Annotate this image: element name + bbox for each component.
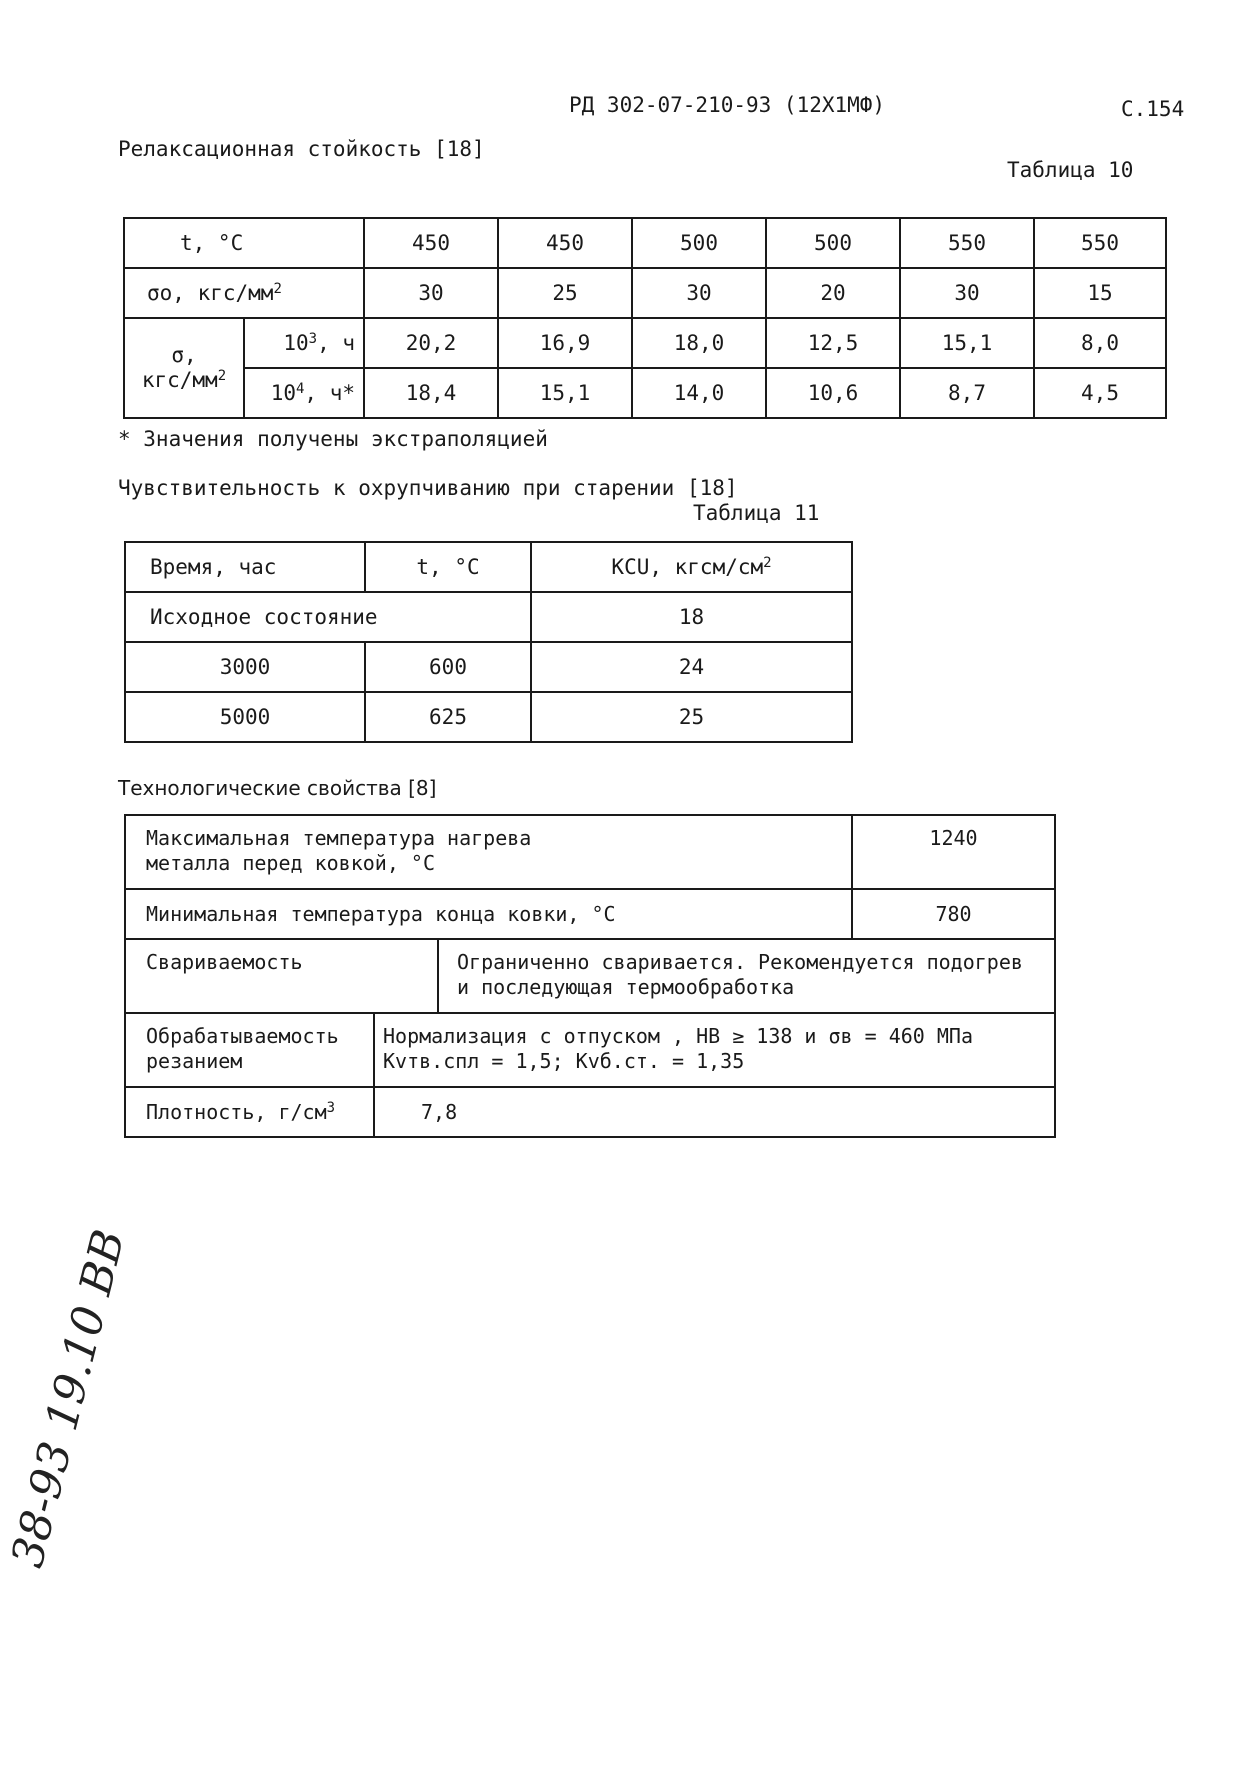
time-header: Время, час [125, 542, 365, 592]
stress-cell: 15 [1034, 268, 1166, 318]
table10-footnote: * Значения получены экстраполяцией [118, 427, 548, 451]
value-cell: 14,0 [632, 368, 766, 418]
table-row [125, 815, 1055, 889]
value-cell: 8,7 [900, 368, 1034, 418]
embrittlement-table [124, 541, 853, 743]
temp-cell: 550 [1034, 218, 1166, 268]
value-cell: 20,2 [364, 318, 498, 368]
kcu-cell: 25 [531, 692, 852, 742]
kcu-cell: 24 [531, 642, 852, 692]
machinability-table [124, 1012, 1056, 1138]
time-cell: 5000 [125, 692, 365, 742]
value-cell: 4,5 [1034, 368, 1166, 418]
value-cell: 15,1 [900, 318, 1034, 368]
table-row [125, 642, 852, 692]
table-row [125, 939, 1055, 1013]
min-forging-temp-value: 780 [852, 889, 1055, 939]
table-row [125, 1013, 1055, 1087]
table-row [125, 889, 1055, 939]
stress-cell: 30 [364, 268, 498, 318]
table11-header-row [125, 542, 852, 592]
initial-stress-label: σо, кгс/$мм^2$ [124, 268, 364, 318]
temp-cell: 500 [632, 218, 766, 268]
weldability-value: Ограниченно сваривается. Рекомендуется подогрев и последующая термообработка [438, 939, 1055, 1013]
weldability-label: Свариваемость [125, 939, 438, 1013]
relaxation-section-title: Релаксационная стойкость [18] [118, 137, 485, 161]
residual-stress-label: σ, кгс/$мм^2$ [124, 318, 244, 418]
temp-cell: 450 [364, 218, 498, 268]
table-row [125, 1087, 1055, 1137]
temperature-label: t, °С [124, 218, 364, 268]
kcu-header: KCU, кгсм/$см^2$ [531, 542, 852, 592]
temp-cell: 450 [498, 218, 632, 268]
max-forging-temp-label: Максимальная температура нагрева металла перед ковкой, °С [125, 815, 852, 889]
stress-cell: 20 [766, 268, 900, 318]
temperature-header: t, °С [365, 542, 531, 592]
weldability-table [124, 938, 1056, 1014]
handwritten-signature: 38-93 19.10 ВВ [2, 1224, 136, 1573]
value-cell: 15,1 [498, 368, 632, 418]
temp-cell: 500 [766, 218, 900, 268]
stress-cell: 30 [900, 268, 1034, 318]
table11-caption: Таблица 11 [693, 501, 820, 525]
temperature-row [124, 218, 1166, 268]
forging-table [124, 814, 1056, 940]
temp-cell: 550 [900, 218, 1034, 268]
value-cell: 16,9 [498, 318, 632, 368]
value-cell: 18,4 [364, 368, 498, 418]
max-forging-temp-value: 1240 [852, 815, 1055, 889]
density-label: Плотность, $г/см^3$ [125, 1087, 374, 1137]
min-forging-temp-label: Минимальная температура конца ковки, °С [125, 889, 852, 939]
page-number: С.154 [1121, 97, 1185, 121]
temperature-cell: 600 [365, 642, 531, 692]
tech-section-title: Технологические свойства [8] [118, 776, 437, 800]
relaxation-table [123, 217, 1167, 419]
embrittlement-section-title: Чувствительность к охрупчиванию при старении [18] [118, 476, 738, 500]
relaxation-row-1e4 [124, 368, 1166, 418]
value-cell: 12,5 [766, 318, 900, 368]
tech-properties-table [124, 814, 1054, 1138]
stress-cell: 30 [632, 268, 766, 318]
machinability-value: Нормализация с отпуском , НВ ≥ 138 и σв = 460 МПа Kvтв.спл = 1,5; Kvб.ст. = 1,35 [374, 1013, 1055, 1087]
kcu-cell: 18 [531, 592, 852, 642]
density-value: 7,8 [374, 1087, 1055, 1137]
initial-stress-row [124, 268, 1166, 318]
value-cell: 18,0 [632, 318, 766, 368]
time-cell: 3000 [125, 642, 365, 692]
document-code: РД 302-07-210-93 (12Х1МФ) [569, 93, 886, 117]
time-label-1e3: $10^3$, ч [244, 318, 364, 368]
initial-state-label: Исходное состояние [125, 592, 531, 642]
time-label-1e4: $10^4$, ч* [244, 368, 364, 418]
temperature-cell: 625 [365, 692, 531, 742]
value-cell: 10,6 [766, 368, 900, 418]
relaxation-row-1e3 [124, 318, 1166, 368]
table-row [125, 692, 852, 742]
stress-cell: 25 [498, 268, 632, 318]
value-cell: 8,0 [1034, 318, 1166, 368]
table10-caption: Таблица 10 [1007, 158, 1134, 182]
initial-state-row [125, 592, 852, 642]
machinability-label: Обрабатываемость резанием [125, 1013, 374, 1087]
